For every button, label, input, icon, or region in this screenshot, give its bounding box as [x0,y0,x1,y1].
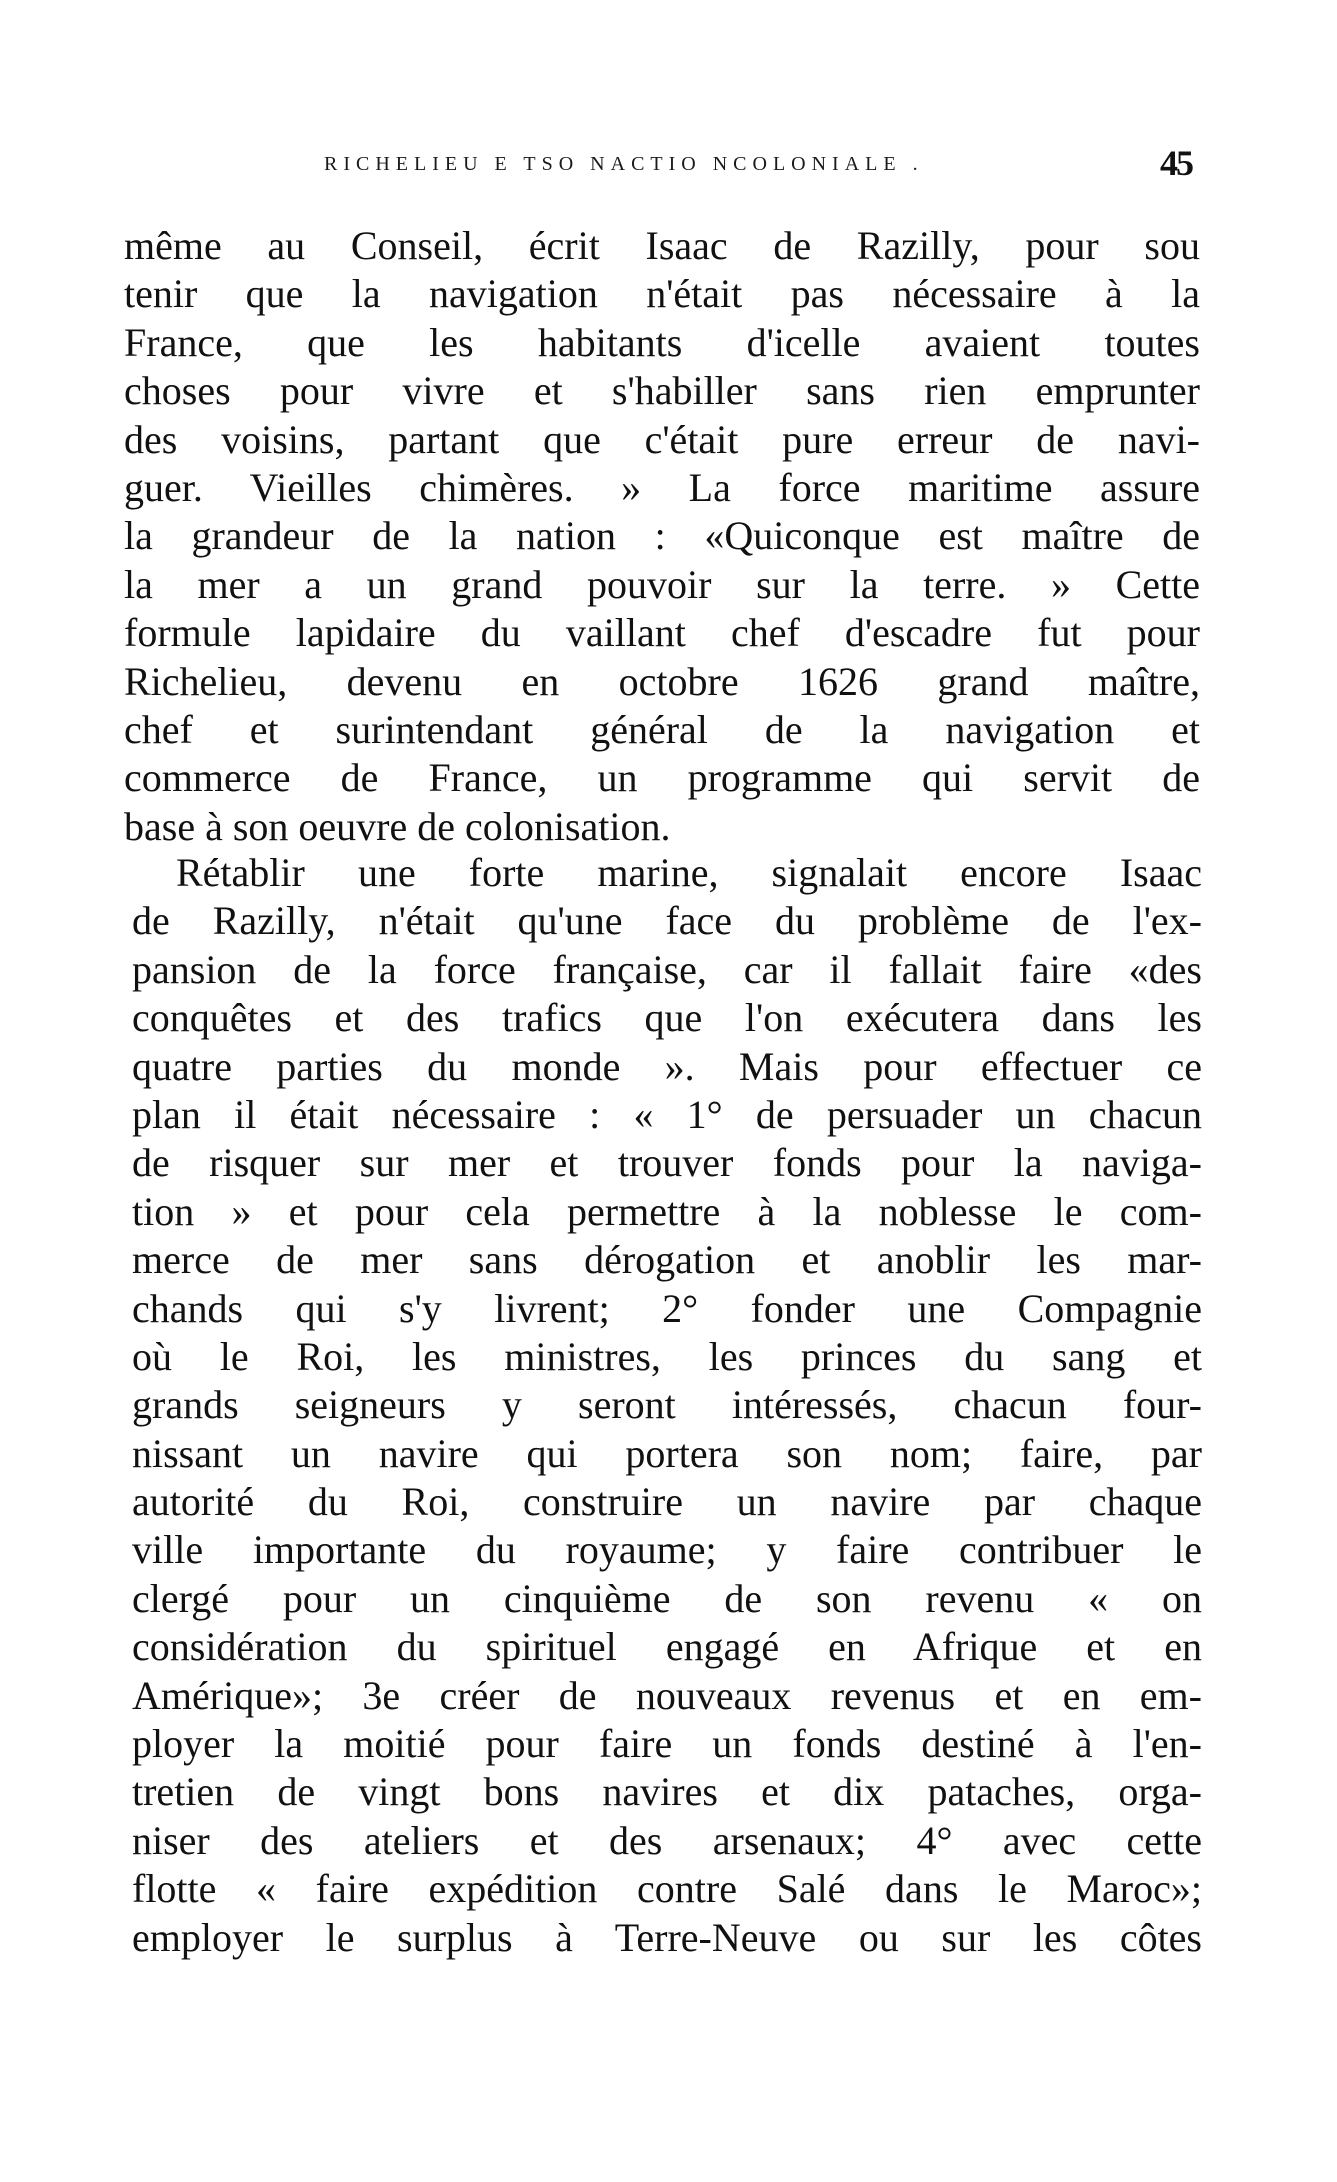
running-head: RICHELIEU E TSO NACTIO NCOLONIALE . [324,153,924,175]
text-line: autorité du Roi, construire un navire par chaque [132,1479,1202,1525]
text-line: chands qui s'y livrent; 2° fonder une Compagnie [132,1285,1202,1331]
text-line: tion » et pour cela permettre à la noblesse le com- [132,1188,1202,1234]
text-line: conquêtes et des trafics que l'on exécutera dans les [132,995,1202,1041]
text-line: la mer a un grand pouvoir sur la terre. » Cette [124,561,1200,607]
text-line: grands seigneurs y seront intéressés, chacun four- [132,1382,1202,1428]
text-line: même au Conseil, écrit Isaac de Razilly, pour sou [124,223,1200,268]
text-line: base à son oeuvre de colonisation. [124,803,671,849]
text-line: ployer la moitié pour faire un fonds destiné à l'en- [132,1721,1202,1767]
text-line: Richelieu, devenu en octobre 1626 grand maître, [124,658,1200,704]
text-line: formule lapidaire du vaillant chef d'escadre fut pour [124,610,1200,656]
text-line: chef et surintendant général de la navigation et [124,706,1200,752]
text-line: tretien de vingt bons navires et dix pataches, orga- [132,1769,1202,1815]
text-line: commerce de France, un programme qui servit de [124,755,1200,801]
text-line: clergé pour un cinquième de son revenu « on [132,1575,1202,1621]
text-line: la grandeur de la nation : «Quiconque est maître de [124,513,1200,559]
text-line: plan il était nécessaire : « 1° de persuader un chacun [132,1091,1202,1137]
text-line: merce de mer sans dérogation et anoblir les mar- [132,1237,1202,1283]
text-line: nissant un navire qui portera son nom; faire, par [132,1430,1202,1476]
text-line: niser des ateliers et des arsenaux; 4° avec cette [132,1817,1202,1863]
text-line: flotte « faire expédition contre Salé dans le Maroc»; [132,1866,1202,1912]
text-line: Amérique»; 3e créer de nouveaux revenus et en em- [132,1672,1202,1718]
text-line: tenir que la navigation n'était pas nécessaire à la [124,271,1200,317]
text-line: de Razilly, n'était qu'une face du problème de l'ex- [132,898,1202,944]
text-line: Rétablir une forte marine, signalait encore Isaac [176,850,1202,895]
text-line: pansion de la force française, car il fallait faire «des [132,946,1202,992]
page-number: 45 [1160,143,1192,183]
text-line: où le Roi, les ministres, les princes du sang et [132,1333,1202,1379]
paragraph-2 [132,849,1202,1962]
text-line: de risquer sur mer et trouver fonds pour la naviga- [132,1140,1202,1186]
text-line: employer le surplus à Terre-Neuve ou sur les côtes [132,1914,1202,1960]
text-line: des voisins, partant que c'était pure erreur de navi- [124,416,1200,462]
text-line: considération du spirituel engagé en Afrique et en [132,1624,1202,1670]
text-line: choses pour vivre et s'habiller sans rien emprunter [124,368,1200,414]
paragraph-1 [124,222,1200,851]
text-line: guer. Vieilles chimères. » La force maritime assure [124,464,1200,510]
text-line: quatre parties du monde ». Mais pour effectuer ce [132,1043,1202,1089]
text-line: ville importante du royaume; y faire contribuer le [132,1527,1202,1573]
text-line: France, que les habitants d'icelle avaient toutes [124,319,1200,365]
